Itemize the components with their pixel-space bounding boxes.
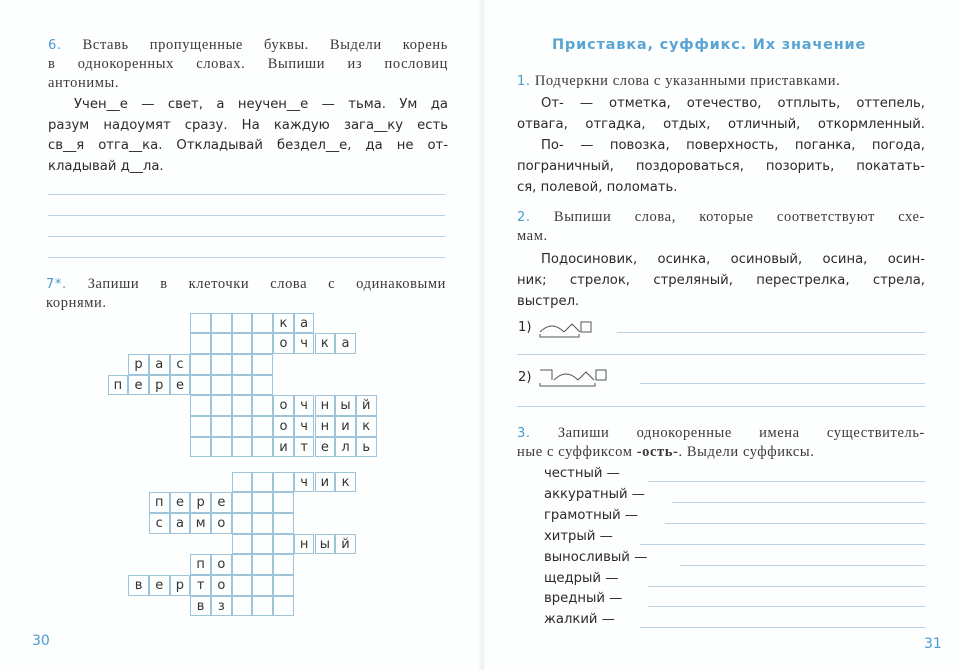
grid-cell-letter: н	[294, 534, 315, 555]
answer-line[interactable]	[48, 194, 445, 195]
adjective-word: жалкий —	[544, 612, 615, 628]
task6-instruction	[48, 36, 448, 93]
grid-cell-empty[interactable]	[273, 472, 294, 493]
grid-cell-letter: л	[335, 437, 356, 458]
grid-cell-letter: о	[273, 416, 294, 437]
grid-cell-letter: а	[335, 333, 356, 354]
grid-cell-letter: ь	[356, 437, 377, 458]
answer-line[interactable]	[640, 544, 925, 545]
grid-cell-empty[interactable]	[273, 554, 294, 575]
grid-cell-empty[interactable]	[190, 333, 211, 354]
grid-cell-letter: н	[315, 416, 336, 437]
grid-cell-letter: к	[356, 416, 377, 437]
prefix-line: отвага, отгадка, отдых, отличный, откормленный.	[517, 117, 925, 132]
grid-cell-empty[interactable]	[232, 437, 253, 458]
grid-cell-letter: й	[335, 534, 356, 555]
grid-cell-letter: е	[170, 375, 191, 396]
answer-line[interactable]	[665, 523, 925, 524]
grid-cell-letter: п	[190, 554, 211, 575]
grid-cell-letter: м	[190, 513, 211, 534]
answer-line[interactable]	[617, 332, 925, 333]
instruction-line: Вставь пропущенные буквы. Выдели корень	[82, 37, 448, 53]
prefix-line: От- — отметка, отечество, отплыть, оттепель,	[541, 96, 925, 111]
grid-cell-letter: ч	[294, 416, 315, 437]
grid-cell-empty[interactable]	[273, 534, 294, 555]
grid-cell-letter: р	[128, 354, 149, 375]
grid-cell-empty[interactable]	[232, 375, 253, 396]
grid-cell-empty[interactable]	[211, 395, 232, 416]
task1-words	[517, 93, 925, 198]
grid-cell-letter: и	[335, 416, 356, 437]
prefix-line: пограничный, поздороваться, позорить, покатать-	[517, 159, 925, 174]
grid-cell-letter: к	[335, 472, 356, 493]
instruction-text: . Выдели суффиксы.	[678, 444, 815, 460]
task2-words	[517, 249, 925, 312]
grid-cell-letter: с	[170, 354, 191, 375]
proverb-line: Учен__е — свет, а неучен__е — тьма. Ум да	[74, 97, 448, 112]
grid-cell-letter: р	[170, 575, 191, 596]
grid-cell-empty[interactable]	[211, 375, 232, 396]
grid-cell-empty[interactable]	[232, 472, 253, 493]
task6-number: 6.	[48, 38, 62, 53]
grid-cell-letter: о	[273, 333, 294, 354]
grid-cell-empty[interactable]	[252, 313, 273, 334]
grid-cell-empty[interactable]	[190, 375, 211, 396]
grid-cell-letter: й	[356, 395, 377, 416]
grid-cell-letter: т	[190, 575, 211, 596]
instruction-line: корнями.	[46, 295, 107, 311]
instruction-text: ные с суффиксом	[517, 444, 637, 460]
grid-cell-empty[interactable]	[232, 333, 253, 354]
adjective-word: грамотный —	[544, 507, 639, 523]
answer-line[interactable]	[640, 627, 925, 628]
grid-cell-empty[interactable]	[252, 554, 273, 575]
answer-line[interactable]	[48, 215, 445, 216]
grid-cell-empty[interactable]	[232, 575, 253, 596]
grid-cell-letter: о	[211, 575, 232, 596]
grid-cell-empty[interactable]	[211, 416, 232, 437]
grid-cell-letter: е	[211, 492, 232, 513]
answer-line[interactable]	[648, 586, 925, 587]
grid-cell-empty[interactable]	[273, 596, 294, 617]
grid-cell-letter: п	[149, 492, 170, 513]
answer-line[interactable]	[680, 565, 925, 566]
answer-line[interactable]	[517, 354, 925, 355]
grid-cell-empty[interactable]	[211, 437, 232, 458]
task7-instruction	[46, 275, 446, 313]
grid-cell-empty[interactable]	[252, 333, 273, 354]
task1-number: 1.	[517, 74, 531, 89]
grid-cell-empty[interactable]	[232, 354, 253, 375]
grid-cell-letter: н	[315, 395, 336, 416]
grid-cell-letter: с	[149, 513, 170, 534]
page-fold	[478, 0, 486, 670]
grid-cell-empty[interactable]	[252, 513, 273, 534]
grid-cell-empty[interactable]	[252, 375, 273, 396]
answer-line[interactable]	[640, 383, 925, 384]
grid-cell-letter: е	[149, 575, 170, 596]
grid-cell-letter: е	[170, 492, 191, 513]
task3-number: 3.	[517, 426, 531, 441]
grid-cell-empty[interactable]	[232, 395, 253, 416]
grid-cell-empty[interactable]	[190, 354, 211, 375]
grid-cell-letter: о	[211, 513, 232, 534]
instruction-line: Выпиши слова, которые соответствуют схе-	[553, 209, 925, 225]
grid-cell-empty[interactable]	[252, 437, 273, 458]
grid-cell-letter: о	[211, 554, 232, 575]
instruction-line: Подчеркни слова с указанными приставками.	[534, 73, 841, 89]
task6-proverbs	[48, 95, 448, 177]
grid-cell-empty[interactable]	[252, 395, 273, 416]
grid-cell-empty[interactable]	[190, 313, 211, 334]
grid-cell-empty[interactable]	[232, 554, 253, 575]
instruction-line: Запиши в клеточки слова с одинаковыми	[87, 276, 447, 292]
grid-cell-empty[interactable]	[273, 575, 294, 596]
answer-line[interactable]	[648, 481, 925, 482]
grid-cell-letter: о	[273, 395, 294, 416]
grid-cell-letter: п	[108, 375, 129, 396]
grid-cell-empty[interactable]	[211, 313, 232, 334]
proverb-line: разум надоумят сразу. На каждую зага__ку есть	[48, 117, 448, 133]
grid-cell-empty[interactable]	[190, 437, 211, 458]
grid-cell-letter: ы	[315, 534, 336, 555]
grid-cell-letter: в	[190, 596, 211, 617]
grid-cell-empty[interactable]	[232, 534, 253, 555]
grid-cell-letter: ч	[294, 333, 315, 354]
grid-cell-letter: а	[170, 513, 191, 534]
grid-cell-letter: в	[128, 575, 149, 596]
grid-cell-empty[interactable]	[211, 354, 232, 375]
word-scheme-1-icon	[538, 318, 608, 340]
word-line: выстрел.	[517, 294, 580, 309]
answer-line[interactable]	[48, 257, 445, 258]
grid-cell-empty[interactable]	[252, 575, 273, 596]
grid-cell-empty[interactable]	[252, 472, 273, 493]
grid-cell-letter: е	[315, 437, 336, 458]
prefix-line: По- — повозка, поверхность, поганка, погода,	[541, 138, 925, 153]
grid-cell-empty[interactable]	[190, 395, 211, 416]
adjective-word: щедрый —	[544, 570, 619, 586]
page-number-left: 30	[32, 633, 50, 649]
adjective-word: вредный —	[544, 591, 623, 607]
grid-cell-letter: ы	[335, 395, 356, 416]
grid-cell-letter: т	[294, 437, 315, 458]
scheme-1-label: 1)	[518, 320, 532, 335]
proverb-line: св__я отга__ка. Откладывай бездел__е, да не от-	[48, 138, 448, 154]
grid-cell-letter: к	[315, 333, 336, 354]
task2-instruction	[517, 208, 925, 246]
grid-cell-empty[interactable]	[190, 416, 211, 437]
adjective-word: хитрый —	[544, 528, 613, 544]
word-line: ник; стрелок, стреляный, перестрелка, стрела,	[517, 273, 925, 288]
instruction-line: в однокоренных словах. Выпиши из пословиц	[48, 56, 448, 72]
grid-cell-empty[interactable]	[252, 492, 273, 513]
grid-cell-letter: е	[128, 375, 149, 396]
task1-instruction	[517, 72, 923, 91]
answer-line[interactable]	[648, 606, 925, 607]
grid-cell-empty[interactable]	[232, 313, 253, 334]
grid-cell-letter: ч	[294, 395, 315, 416]
grid-cell-empty[interactable]	[232, 596, 253, 617]
grid-cell-letter: и	[315, 472, 336, 493]
adjective-word: аккуратный —	[544, 486, 645, 502]
grid-cell-letter: з	[211, 596, 232, 617]
grid-cell-empty[interactable]	[211, 333, 232, 354]
page-title: Приставка, суффикс. Их значение	[552, 37, 867, 53]
grid-cell-empty[interactable]	[252, 354, 273, 375]
grid-cell-empty[interactable]	[252, 596, 273, 617]
adjective-word: выносливый —	[544, 549, 648, 565]
prefix-line: ся, полевой, поломать.	[517, 180, 678, 195]
task2-number: 2.	[517, 210, 531, 225]
grid-cell-empty[interactable]	[273, 492, 294, 513]
grid-cell-empty[interactable]	[232, 513, 253, 534]
grid-cell-letter: ч	[294, 472, 315, 493]
grid-cell-letter: р	[190, 492, 211, 513]
grid-cell-empty[interactable]	[252, 534, 273, 555]
grid-cell-empty[interactable]	[232, 416, 253, 437]
grid-cell-letter: а	[294, 313, 315, 334]
instruction-line: мам.	[517, 228, 548, 244]
task7-number: 7*.	[46, 277, 67, 292]
instruction-line: антонимы.	[48, 75, 120, 91]
adjective-word: честный —	[544, 466, 620, 481]
instruction-line: Запиши однокоренные имена существитель-	[557, 425, 925, 441]
grid-cell-empty[interactable]	[232, 492, 253, 513]
grid-cell-letter: а	[149, 354, 170, 375]
grid-cell-empty[interactable]	[252, 416, 273, 437]
answer-line[interactable]	[672, 502, 925, 503]
proverb-line: кладывай д__ла.	[48, 158, 164, 174]
grid-cell-letter: и	[273, 437, 294, 458]
suffix-highlight: -ость-	[636, 444, 679, 460]
answer-line[interactable]	[517, 406, 925, 407]
grid-cell-letter: к	[273, 313, 294, 334]
answer-line[interactable]	[48, 236, 445, 237]
task3-instruction	[517, 424, 925, 462]
grid-cell-letter: р	[149, 375, 170, 396]
grid-cell-empty[interactable]	[273, 513, 294, 534]
word-line: Подосиновик, осинка, осиновый, осина, осин-	[541, 252, 925, 267]
page-number-right: 31	[924, 636, 942, 652]
word-scheme-2-icon	[538, 366, 628, 390]
scheme-2-label: 2)	[518, 370, 532, 385]
